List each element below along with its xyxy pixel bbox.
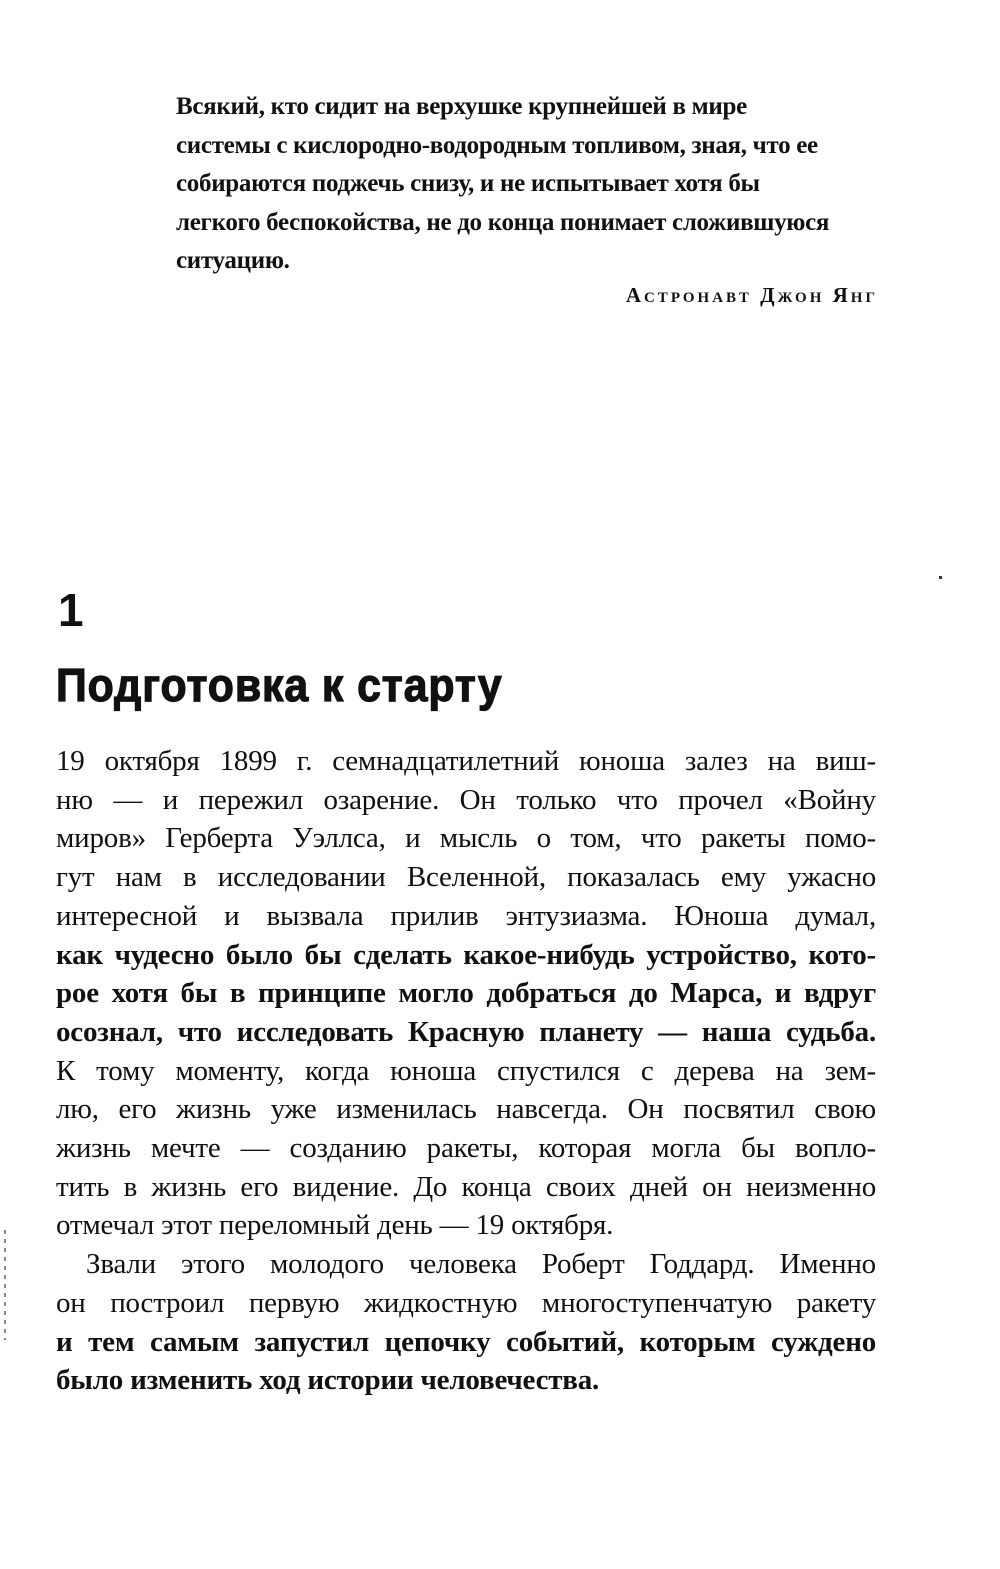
paragraph-1-line: отмечал этот переломный день — 19 октября.: [56, 1209, 614, 1242]
epigraph: [176, 88, 886, 281]
paragraph-1-line: 19 октября 1899 г. семнадцатилетний юноша залез на виш-: [56, 745, 876, 777]
paragraph-1-line: ню — и пережил озарение. Он только что прочел «Войну: [56, 783, 876, 816]
print-speck: [939, 576, 942, 579]
paragraph-2-line: и тем самым запустил цепочку событий, которым суждено: [56, 1325, 876, 1358]
paragraph-2-line: Звали этого молодого человека Роберт Годдард. Именно: [86, 1248, 876, 1281]
paragraph-1-line: миров» Герберта Уэллса, и мысль о том, что ракеты помо-: [56, 822, 876, 855]
paragraph-1-line: как чудесно было бы сделать какое-нибудь устройство, кото-: [56, 938, 876, 971]
epigraph-line: легкого беспокойства, не до конца понимает сложившуюся: [176, 208, 830, 236]
paragraph-1-line: интересной и вызвала прилив энтузиазма. Юноша думал,: [56, 899, 876, 932]
paragraph-1-line: осознал, что исследовать Красную планету — наша судьба.: [56, 1015, 876, 1048]
epigraph-line: системы с кислородно-водородным топливом, зная, что ее: [176, 131, 818, 159]
epigraph-line: ситуацию.: [176, 247, 290, 274]
paragraph-1-line: лю, его жизнь уже изменилась навсегда. Он посвятил свою: [56, 1093, 876, 1126]
chapter-body: [56, 742, 876, 1400]
paragraph-1-line: рое хотя бы в принципе могло добраться до Марса, и вдруг: [56, 977, 876, 1010]
paragraph-1-line: жизнь мечте — созданию ракеты, которая могла бы вопло-: [56, 1132, 876, 1165]
chapter-number: 1: [58, 584, 84, 636]
paragraph-1-line: гут нам в исследовании Вселенной, показалась ему ужасно: [56, 861, 876, 894]
paragraph-2-line: было изменить ход истории человечества.: [56, 1364, 600, 1397]
paragraph-1-line: К тому моменту, когда юноша спустился с дерева на зем-: [56, 1054, 876, 1087]
chapter-title: Подготовка к старту: [56, 659, 503, 711]
paragraph-2-line: он построил первую жидкостную многоступенчатую ракету: [56, 1286, 876, 1319]
epigraph-attribution: Астронавт Джон Янг: [625, 283, 878, 307]
epigraph-line: Всякий, кто сидит на верхушке крупнейшей в мире: [176, 93, 747, 120]
scan-edge-artifact: [4, 1230, 6, 1340]
epigraph-line: собираются поджечь снизу, и не испытывает хотя бы: [176, 170, 760, 197]
paragraph-1-line: тить в жизнь его видение. До конца своих дней он неизменно: [56, 1170, 876, 1203]
